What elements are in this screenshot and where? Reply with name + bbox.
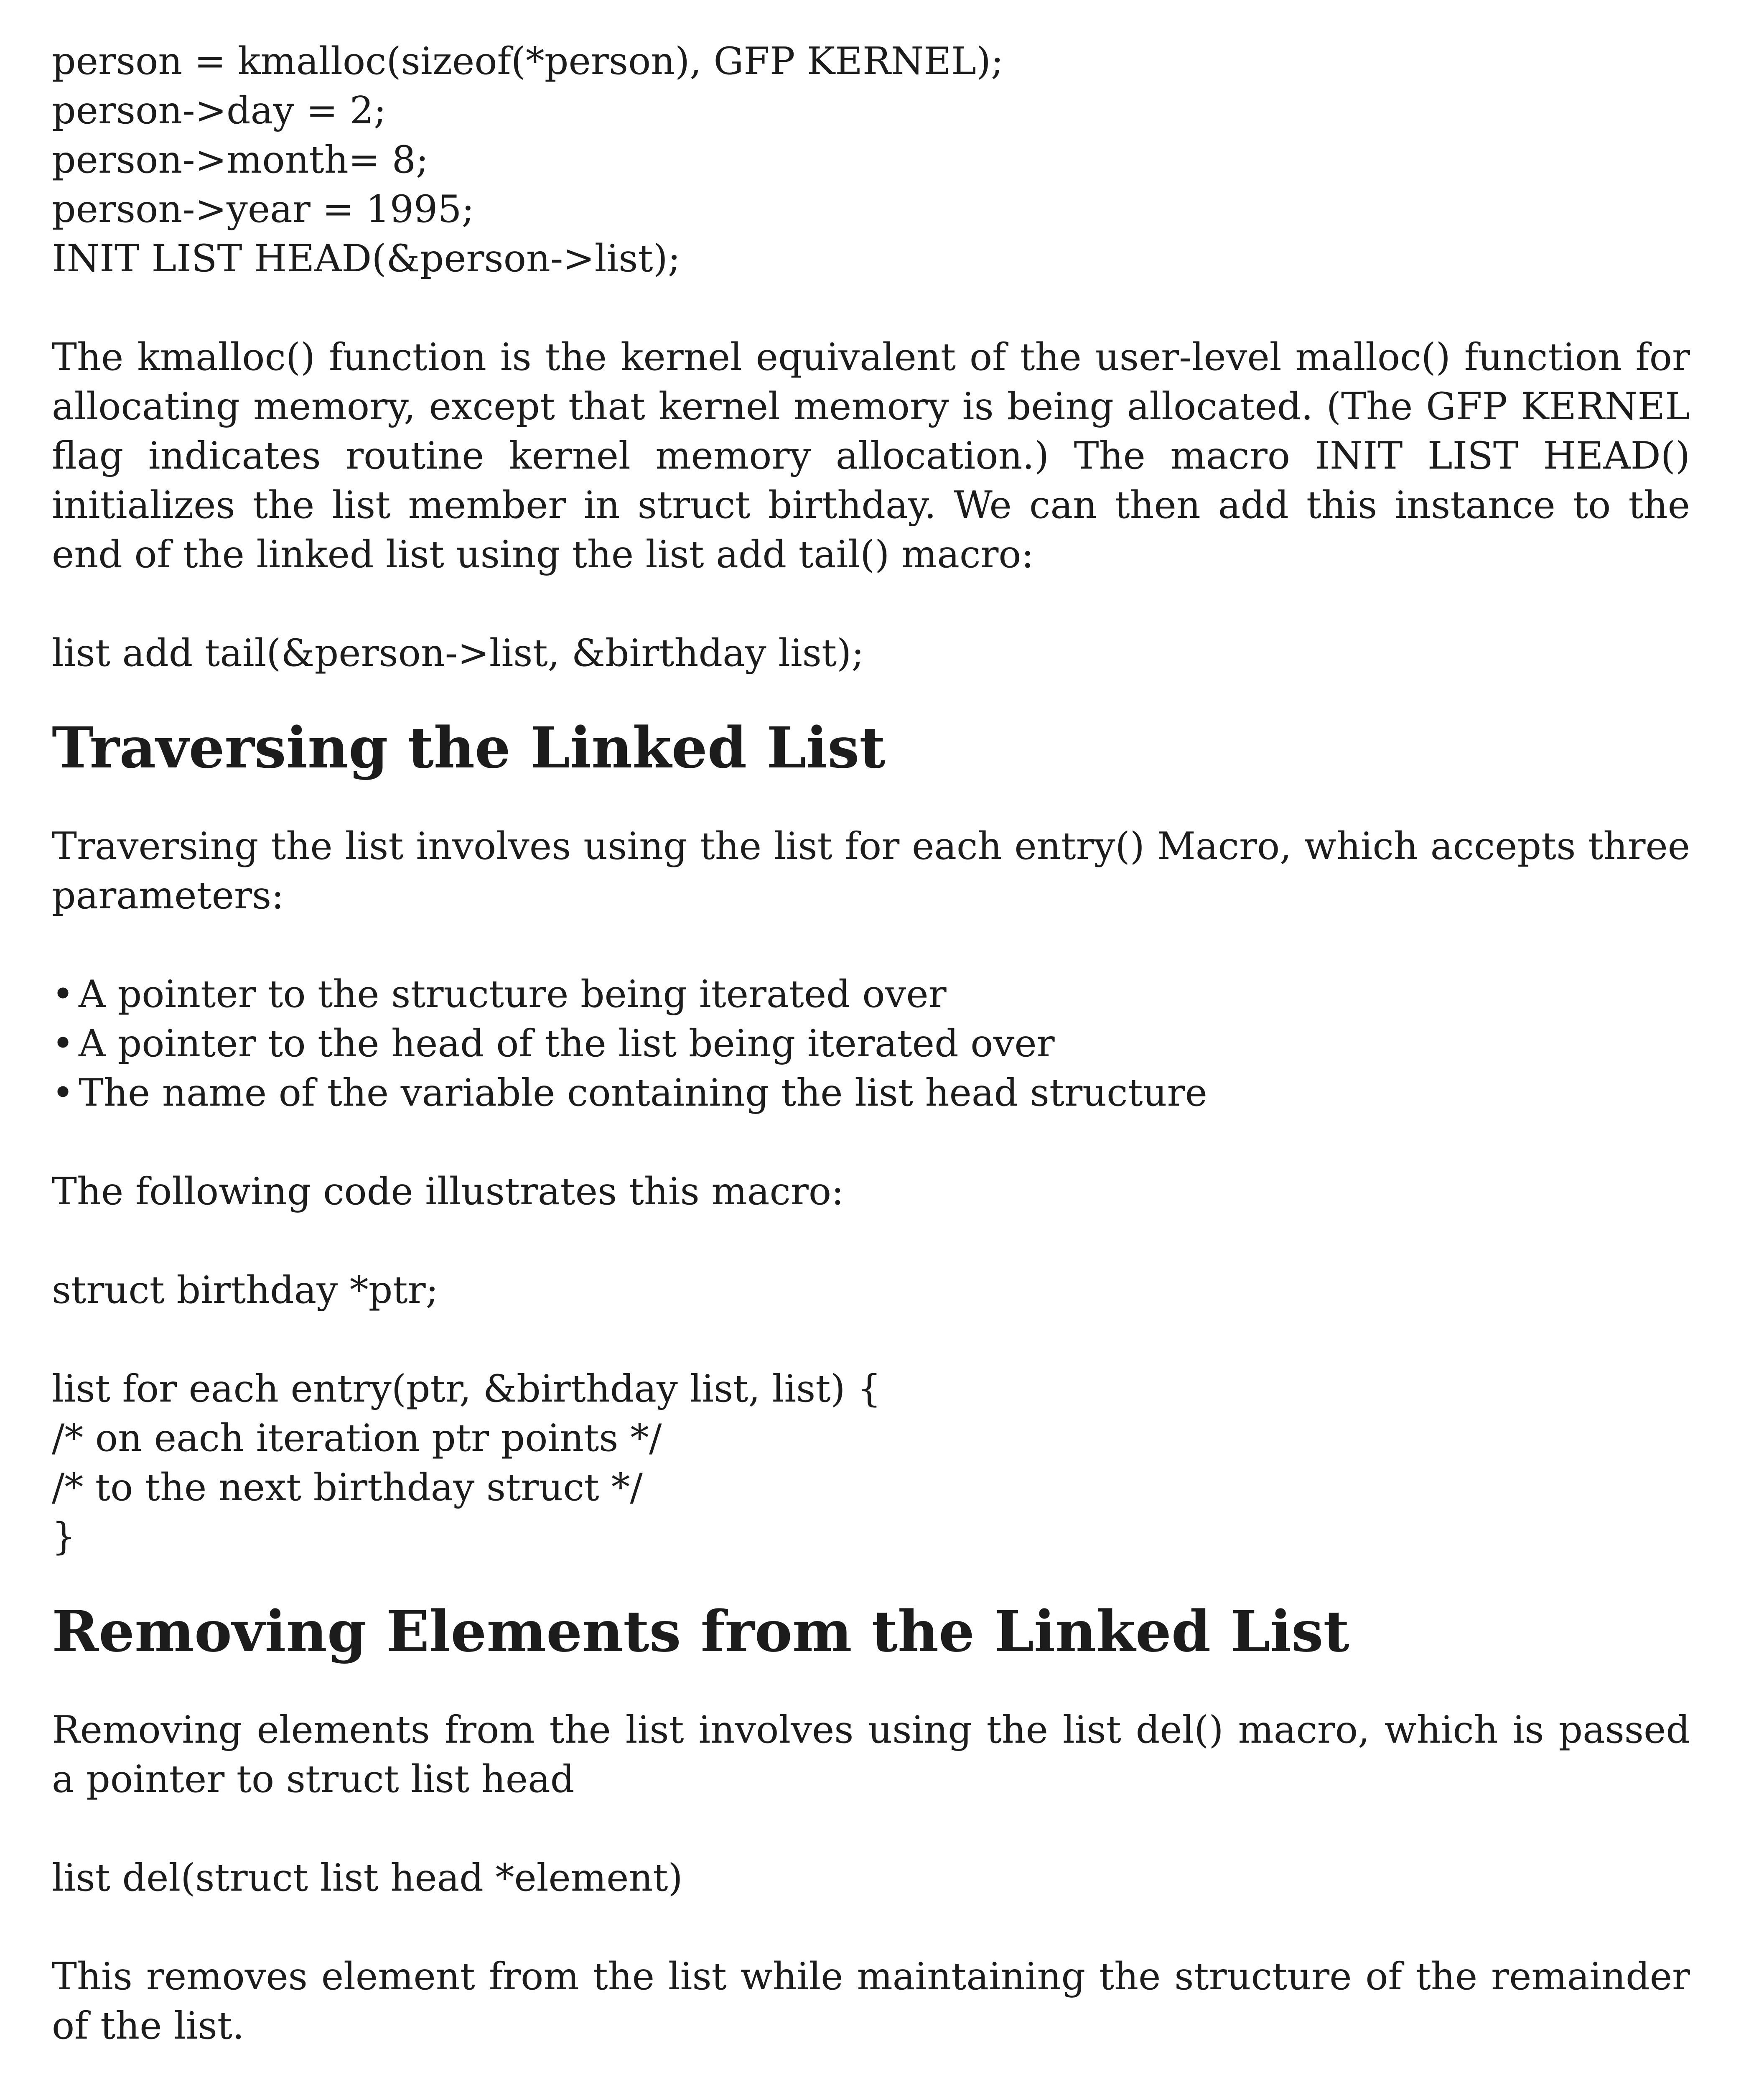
- list-item: [52, 1068, 1690, 1118]
- parameter-list: [52, 970, 1690, 1118]
- code-line: person->year = 1995;: [52, 187, 474, 231]
- traverse-heading: Traversing the Linked List: [52, 714, 886, 781]
- bullet-icon: •: [52, 1022, 74, 1065]
- code-line: /* to the next birthday struct */: [52, 1466, 643, 1509]
- code-line: list for each entry(ptr, &birthday list, list) {: [52, 1367, 881, 1411]
- ptr-declaration: struct birthday *ptr;: [52, 1268, 438, 1312]
- code-line: person->month= 8;: [52, 138, 429, 182]
- kmalloc-paragraph: The kmalloc() function is the kernel equivalent of the user-level malloc() function for allocating memory, except that kernel memory is being allocated. (The GFP KERNEL flag indicates routine kernel memory allocation.) The macro INIT LIST HEAD() initializes the list member in struct birthday. We can then add this instance to the end of the linked list using the list add tail() macro:: [52, 335, 1690, 576]
- list-item: [52, 1019, 1690, 1068]
- code-intro: The following code illustrates this macro:: [52, 1170, 844, 1213]
- remove-intro: Removing elements from the list involves using the list del() macro, which is passed a pointer to struct list head: [52, 1708, 1690, 1801]
- remove-heading: Removing Elements from the Linked List: [52, 1598, 1349, 1664]
- loop-code-block: [52, 1364, 1690, 1562]
- code-line: }: [52, 1515, 76, 1559]
- code-line: INIT LIST HEAD(&person->list);: [52, 237, 681, 280]
- list-item: [52, 970, 1690, 1019]
- bullet-icon: •: [52, 1071, 74, 1115]
- list-item-text: A pointer to the structure being iterated over: [79, 972, 947, 1016]
- traverse-intro: Traversing the list involves using the list for each entry() Macro, which accepts three parameters:: [52, 824, 1690, 918]
- list-item-text: The name of the variable containing the list head structure: [79, 1071, 1207, 1115]
- code-line: /* on each iteration ptr points */: [52, 1416, 662, 1460]
- bullet-icon: •: [52, 972, 74, 1016]
- code-line: person = kmalloc(sizeof(*person), GFP KERNEL);: [52, 39, 1004, 83]
- list-del-code: list del(struct list head *element): [52, 1856, 683, 1900]
- list-item-text: A pointer to the head of the list being iterated over: [79, 1022, 1055, 1065]
- add-tail-code: list add tail(&person->list, &birthday list);: [52, 631, 864, 675]
- remove-explanation: This removes element from the list while maintaining the structure of the remainder of the list.: [52, 1955, 1690, 2048]
- code-line: person->day = 2;: [52, 89, 387, 133]
- init-code-block: [52, 37, 1690, 283]
- document-page: [52, 37, 1690, 2090]
